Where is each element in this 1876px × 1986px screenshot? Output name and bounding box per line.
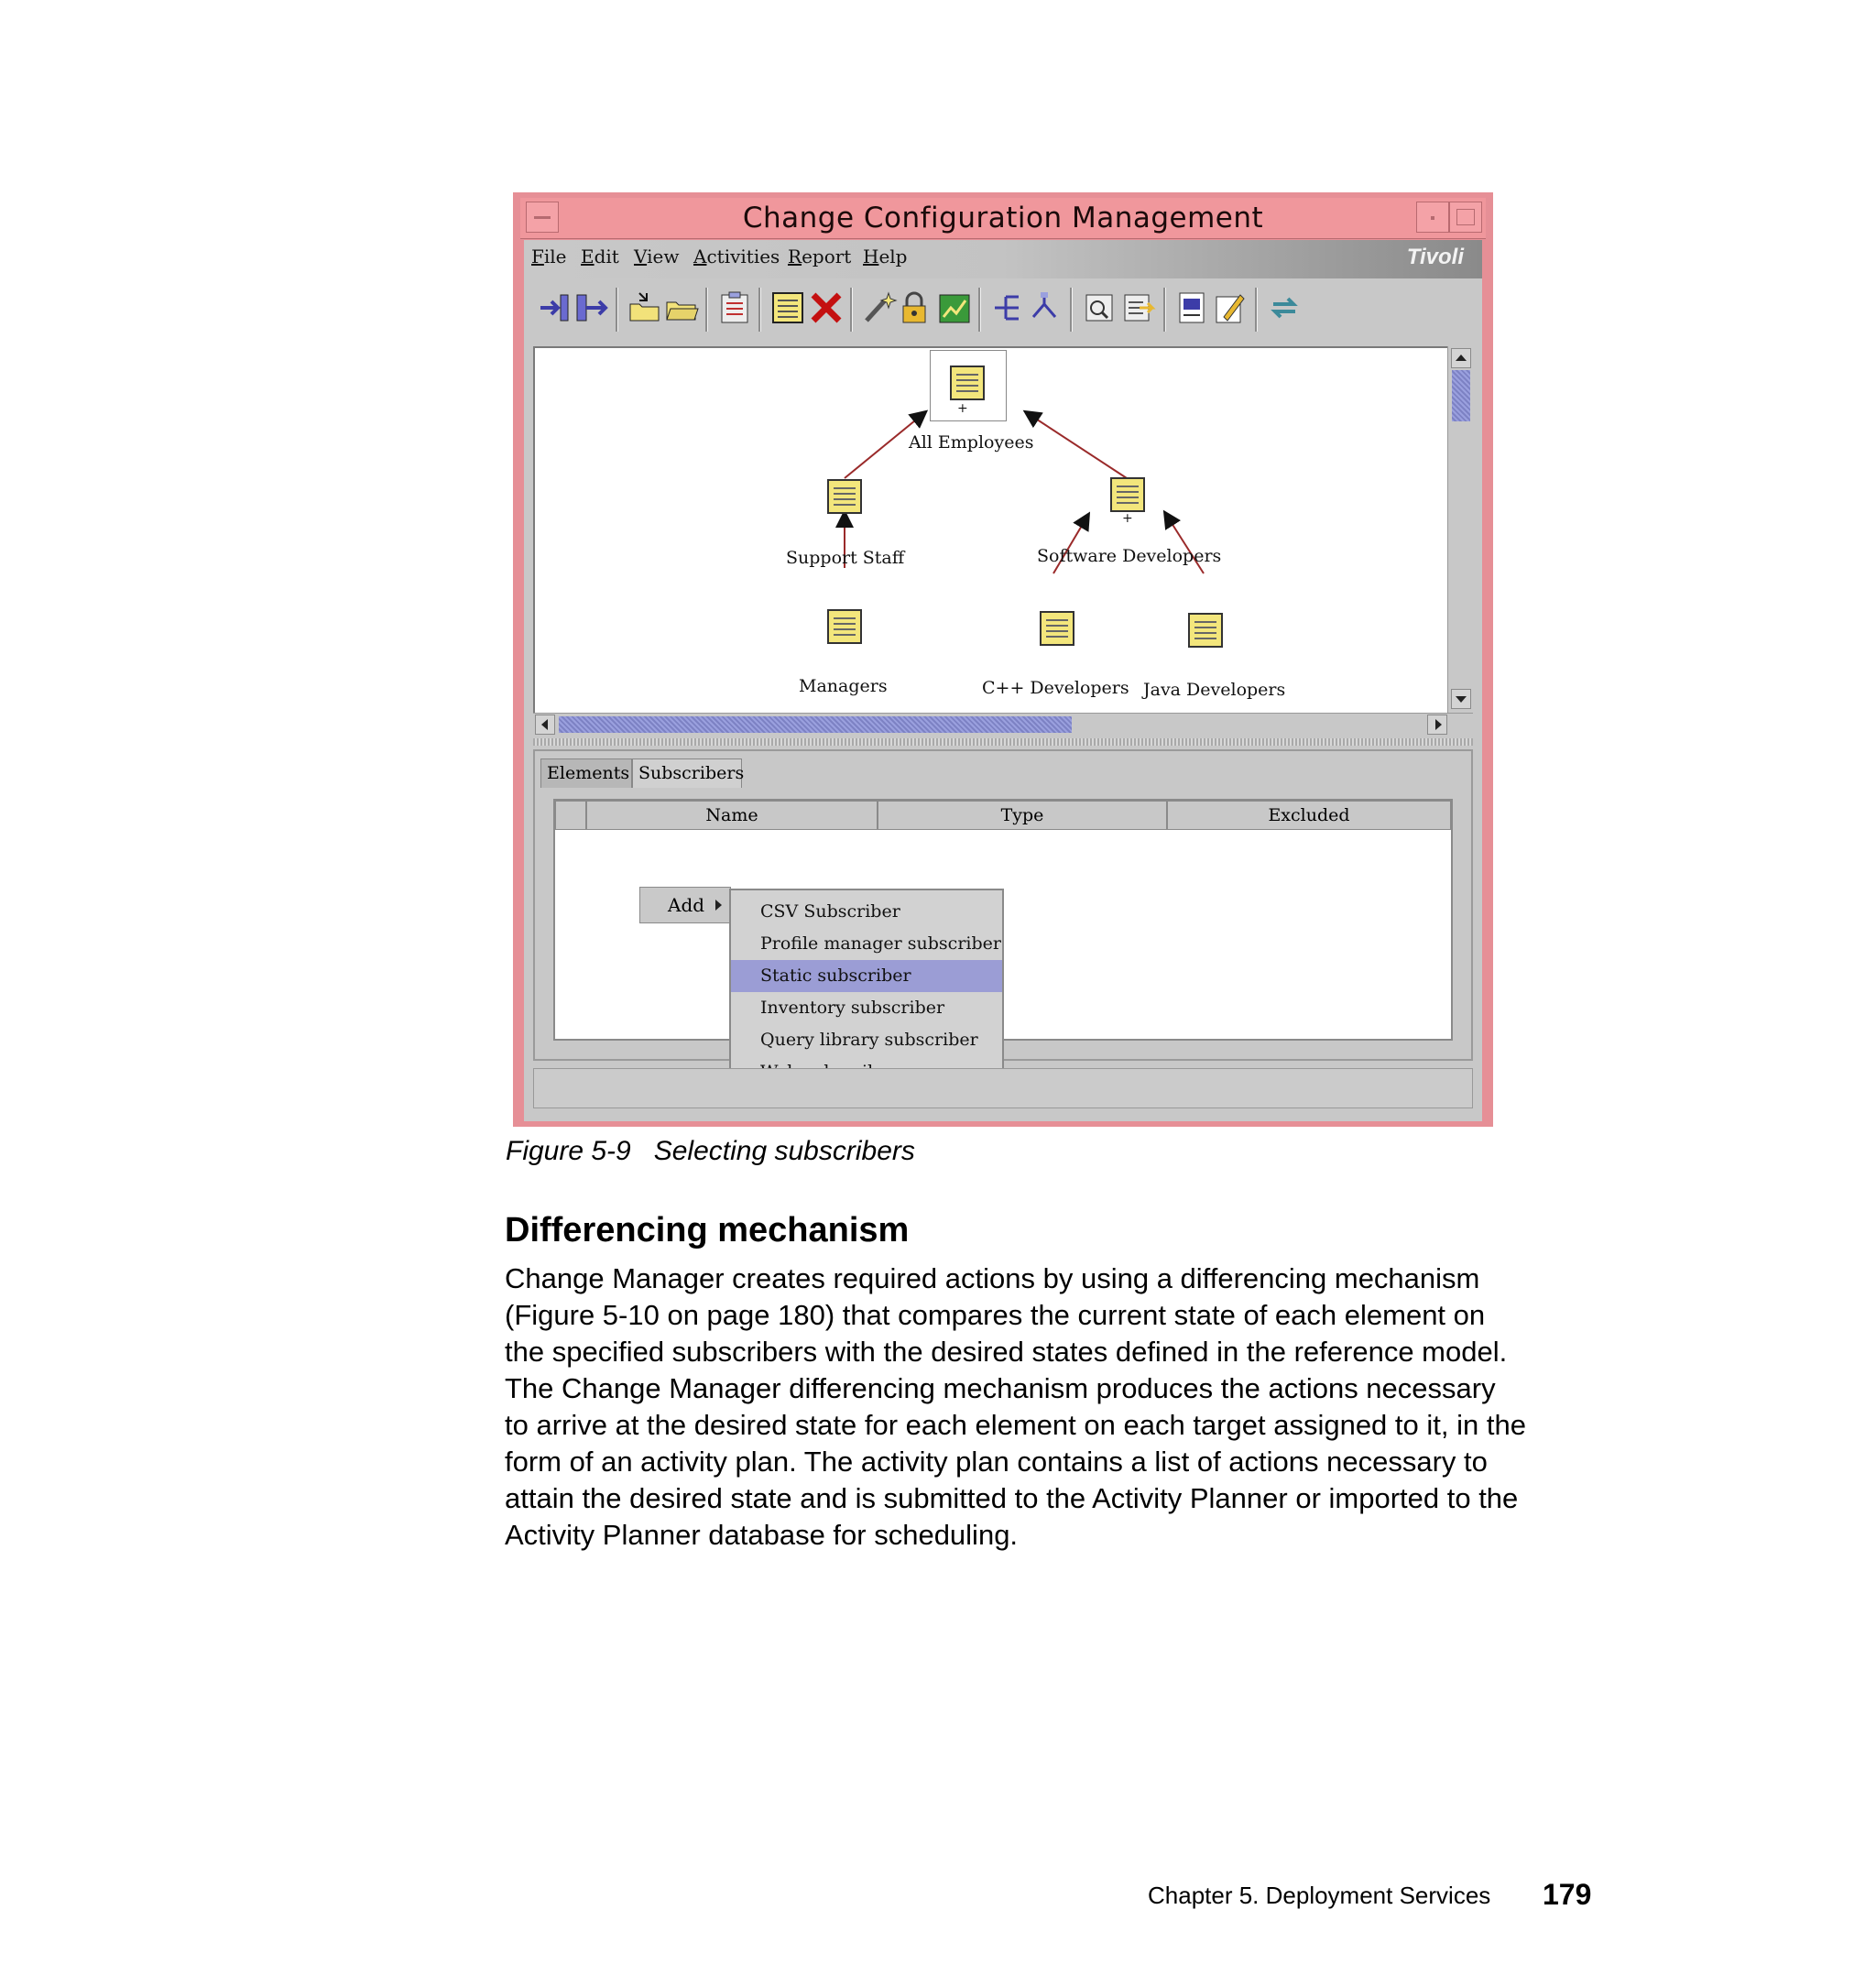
- window-title: Change Configuration Management: [742, 202, 1264, 235]
- node-label-cpp-developers: C++ Developers: [982, 678, 1129, 698]
- toolbar-separator: [1163, 288, 1166, 332]
- node-label-java-developers: Java Developers: [1143, 680, 1286, 700]
- subscribers-table[interactable]: [553, 799, 1453, 1050]
- tab-elements[interactable]: Elements: [540, 758, 632, 788]
- paragraph-line: the specified subscribers with the desired states defined in the reference model.: [505, 1336, 1508, 1368]
- export-list-icon[interactable]: [1119, 289, 1156, 326]
- page-number: 179: [1543, 1878, 1592, 1911]
- menu-bar: [524, 240, 1482, 278]
- menu-item-static-subscriber[interactable]: Static subscriber: [731, 960, 1002, 992]
- menu-edit[interactable]: Edit: [581, 246, 619, 267]
- menu-view[interactable]: View: [634, 246, 680, 267]
- scroll-up-button[interactable]: [1451, 348, 1471, 368]
- paragraph-line: (Figure 5-10 on page 180) that compares the current state of each element on: [505, 1299, 1486, 1331]
- menu-activities[interactable]: Activities: [693, 246, 780, 267]
- search-list-icon[interactable]: [1081, 289, 1118, 326]
- add-menu-item[interactable]: [639, 887, 731, 923]
- computer-document-icon[interactable]: [1174, 289, 1211, 326]
- group-node-icon[interactable]: [1109, 476, 1146, 513]
- group-node-icon[interactable]: [1187, 612, 1224, 649]
- node-label-all-employees: All Employees: [909, 432, 1034, 453]
- title-bar[interactable]: [520, 198, 1486, 239]
- tab-subscribers[interactable]: Subscribers: [632, 758, 742, 788]
- menu-item-csv-subscriber[interactable]: CSV Subscriber: [760, 901, 900, 922]
- details-panel: [533, 749, 1473, 1061]
- login-icon[interactable]: [537, 289, 573, 326]
- chart-icon[interactable]: [936, 289, 973, 326]
- hierarchy-icon[interactable]: [1026, 289, 1063, 326]
- scroll-left-button[interactable]: [535, 715, 555, 735]
- row-selector-header: [555, 801, 586, 830]
- delete-icon[interactable]: [808, 289, 845, 326]
- edit-document-icon[interactable]: [1211, 289, 1248, 326]
- expand-marker[interactable]: +: [957, 401, 968, 416]
- node-label-software-developers: Software Developers: [1037, 546, 1222, 566]
- maximize-button[interactable]: [1449, 202, 1482, 233]
- up-arrow-icon: [1456, 355, 1467, 361]
- figure-caption: Figure 5-9 Selecting subscribers: [506, 1136, 915, 1166]
- menu-file-rest: ile: [543, 246, 567, 267]
- vertical-scrollbar[interactable]: [1447, 346, 1474, 713]
- toolbar-separator: [1255, 288, 1258, 332]
- paragraph-line: The Change Manager differencing mechanism produces the actions necessary: [505, 1372, 1496, 1404]
- horizontal-scrollbar[interactable]: [533, 713, 1473, 736]
- distribute-icon[interactable]: [989, 289, 1026, 326]
- paragraph-line: Activity Planner database for scheduling.: [505, 1519, 1019, 1551]
- menu-file[interactable]: File: [531, 246, 567, 267]
- right-arrow-icon: [1435, 719, 1442, 730]
- node-label-support-staff: Support Staff: [786, 548, 905, 568]
- submenu-arrow-icon: [715, 900, 722, 911]
- section-heading: Differencing mechanism: [505, 1211, 910, 1249]
- menu-item-inventory-subscriber[interactable]: Inventory subscriber: [760, 998, 945, 1018]
- horizontal-scroll-thumb[interactable]: [559, 716, 1072, 733]
- menu-item-query-library-subscriber[interactable]: Query library subscriber: [760, 1030, 978, 1050]
- expand-marker[interactable]: +: [1122, 511, 1133, 526]
- scroll-down-button[interactable]: [1451, 689, 1471, 709]
- window-client: [524, 240, 1482, 1121]
- clipboard-list-icon[interactable]: [716, 289, 753, 326]
- logout-icon[interactable]: [573, 289, 610, 326]
- left-arrow-icon: [541, 719, 548, 730]
- group-hierarchy-canvas[interactable]: [533, 346, 1447, 713]
- menu-help[interactable]: Help: [863, 246, 908, 267]
- group-node-icon[interactable]: [826, 478, 863, 515]
- paragraph-line: to arrive at the desired state for each element on each target assigned to it, in the: [505, 1409, 1526, 1441]
- expand-marker[interactable]: +: [839, 513, 850, 528]
- toolbar-separator: [705, 288, 708, 332]
- group-node-icon[interactable]: [1039, 610, 1075, 647]
- toolbar-separator: [758, 288, 761, 332]
- new-document-icon[interactable]: [769, 289, 806, 326]
- refresh-icon[interactable]: [1266, 289, 1303, 326]
- vertical-scroll-thumb[interactable]: [1452, 370, 1470, 421]
- open-folder-arrow-icon[interactable]: [627, 289, 663, 326]
- menu-item-profile-manager-subscriber[interactable]: Profile manager subscriber: [760, 933, 1001, 954]
- edge-software-to-all: [1026, 412, 1127, 478]
- split-pane-divider[interactable]: [533, 738, 1473, 746]
- magic-wand-icon[interactable]: [861, 289, 898, 326]
- footer-chapter: Chapter 5. Deployment Services: [1148, 1882, 1491, 1909]
- paragraph-line: form of an activity plan. The activity plan contains a list of actions necessary to: [505, 1446, 1488, 1478]
- open-folder-icon[interactable]: [663, 289, 700, 326]
- toolbar-separator: [616, 288, 618, 332]
- add-submenu: [729, 889, 1004, 1086]
- menu-report[interactable]: Report: [788, 246, 852, 267]
- minimize-button[interactable]: [1416, 202, 1449, 233]
- column-header-excluded[interactable]: Excluded: [1167, 801, 1451, 830]
- toolbar-separator: [1070, 288, 1073, 332]
- status-bar: [533, 1068, 1473, 1108]
- column-header-name[interactable]: Name: [586, 801, 878, 830]
- paragraph-line: attain the desired state and is submitted to the Activity Planner or imported to the: [505, 1482, 1519, 1514]
- section-paragraph: [505, 1260, 1604, 1554]
- lock-icon[interactable]: [896, 289, 933, 326]
- scroll-right-button[interactable]: [1427, 715, 1447, 735]
- toolbar-separator: [850, 288, 853, 332]
- toolbar-separator: [978, 288, 981, 332]
- paragraph-line: Change Manager creates required actions by using a differencing mechanism: [505, 1262, 1480, 1294]
- tivoli-logo: Tivoli: [1406, 245, 1464, 269]
- toolbar: [524, 280, 1482, 344]
- group-node-icon[interactable]: [826, 608, 863, 645]
- application-window: [513, 192, 1493, 1127]
- add-menu-label: Add: [668, 894, 705, 916]
- column-header-type[interactable]: Type: [878, 801, 1167, 830]
- group-node-icon[interactable]: [949, 365, 986, 401]
- down-arrow-icon: [1456, 696, 1467, 703]
- node-label-managers: Managers: [799, 676, 888, 696]
